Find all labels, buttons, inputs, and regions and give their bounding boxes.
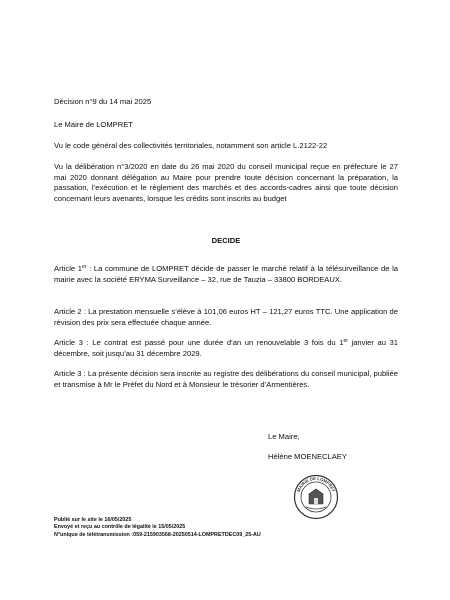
- article-2-text: : La prestation mensuelle s’élève à 101,06 euros HT – 121,27 euros TTC. Une application de révision des prix sera effectuée chaque année.: [54, 307, 398, 327]
- article-1: [54, 264, 398, 285]
- signature-title: Le Maire,: [268, 432, 300, 441]
- footer-published: Publié sur le site le 16/05/2025: [54, 517, 132, 523]
- vu-code-paragraph: Vu le code général des collectivités territoriales, notamment son article L.2122-22: [54, 141, 328, 150]
- article-3-text-end: janvier au 31 décembre, soit jusqu’au 31 décembre 2029.: [54, 338, 398, 358]
- article-4-lead: Article 3: [54, 369, 82, 378]
- article-1-lead: Article 1: [54, 264, 82, 273]
- article-3-text: : Le contrat est passé pour une durée d’an un renouvelable 3 fois du 1: [82, 338, 344, 347]
- footer-transmission-id: N°unique de télétransmission :059-215903568-20250514-LOMPRETDEC09_25-AU: [54, 532, 261, 538]
- signature-name: Hélène MOENECLAEY: [268, 452, 347, 461]
- mairie-seal: [293, 474, 339, 520]
- article-3: [54, 338, 398, 359]
- article-4: [54, 369, 398, 390]
- article-3-lead: Article 3: [54, 338, 83, 347]
- authority-line: Le Maire de LOMPRET: [54, 120, 133, 129]
- decision-header: Décision n°9 du 14 mai 2025: [54, 97, 152, 106]
- vu-deliberation-paragraph: Vu la délibération n°3/2020 en date du 26 mai 2020 du conseil municipal reçue en préfecture le 27 mai 2020 donnant délégation au Maire pour prendre toute décision concernant la préparation, la passation, l’exécution et le règlement des marchés et des accords-cadres ainsi que toute décision concernant leurs avenants, lorsque les crédits sont inscrits au budget: [54, 162, 398, 203]
- article-1-sup: er: [81, 264, 87, 270]
- article-2: [54, 307, 398, 328]
- article-3-sup: er: [343, 338, 348, 344]
- decide-heading: DECIDE: [211, 236, 241, 245]
- article-1-text: : La commune de LOMPRET décide de passer le marché relatif à la télésurveillance de la mairie avec la société ERYMA Surveillance – 32, rue de Tauzia – 33800 BORDEAUX.: [54, 264, 399, 284]
- footer-sent: Envoyé et reçu au contrôle de légalité le 15/05/2025: [54, 524, 186, 530]
- article-4-text: : La présente décision sera inscrite au registre des délibérations du conseil municipal, publiée et transmise à Mr le Préfet du Nord et à Monsieur le trésorier d’Armentières.: [54, 369, 398, 389]
- article-2-lead: Article 2: [54, 307, 82, 316]
- seal-text: MAIRIE DE LOMPRET: [295, 475, 337, 493]
